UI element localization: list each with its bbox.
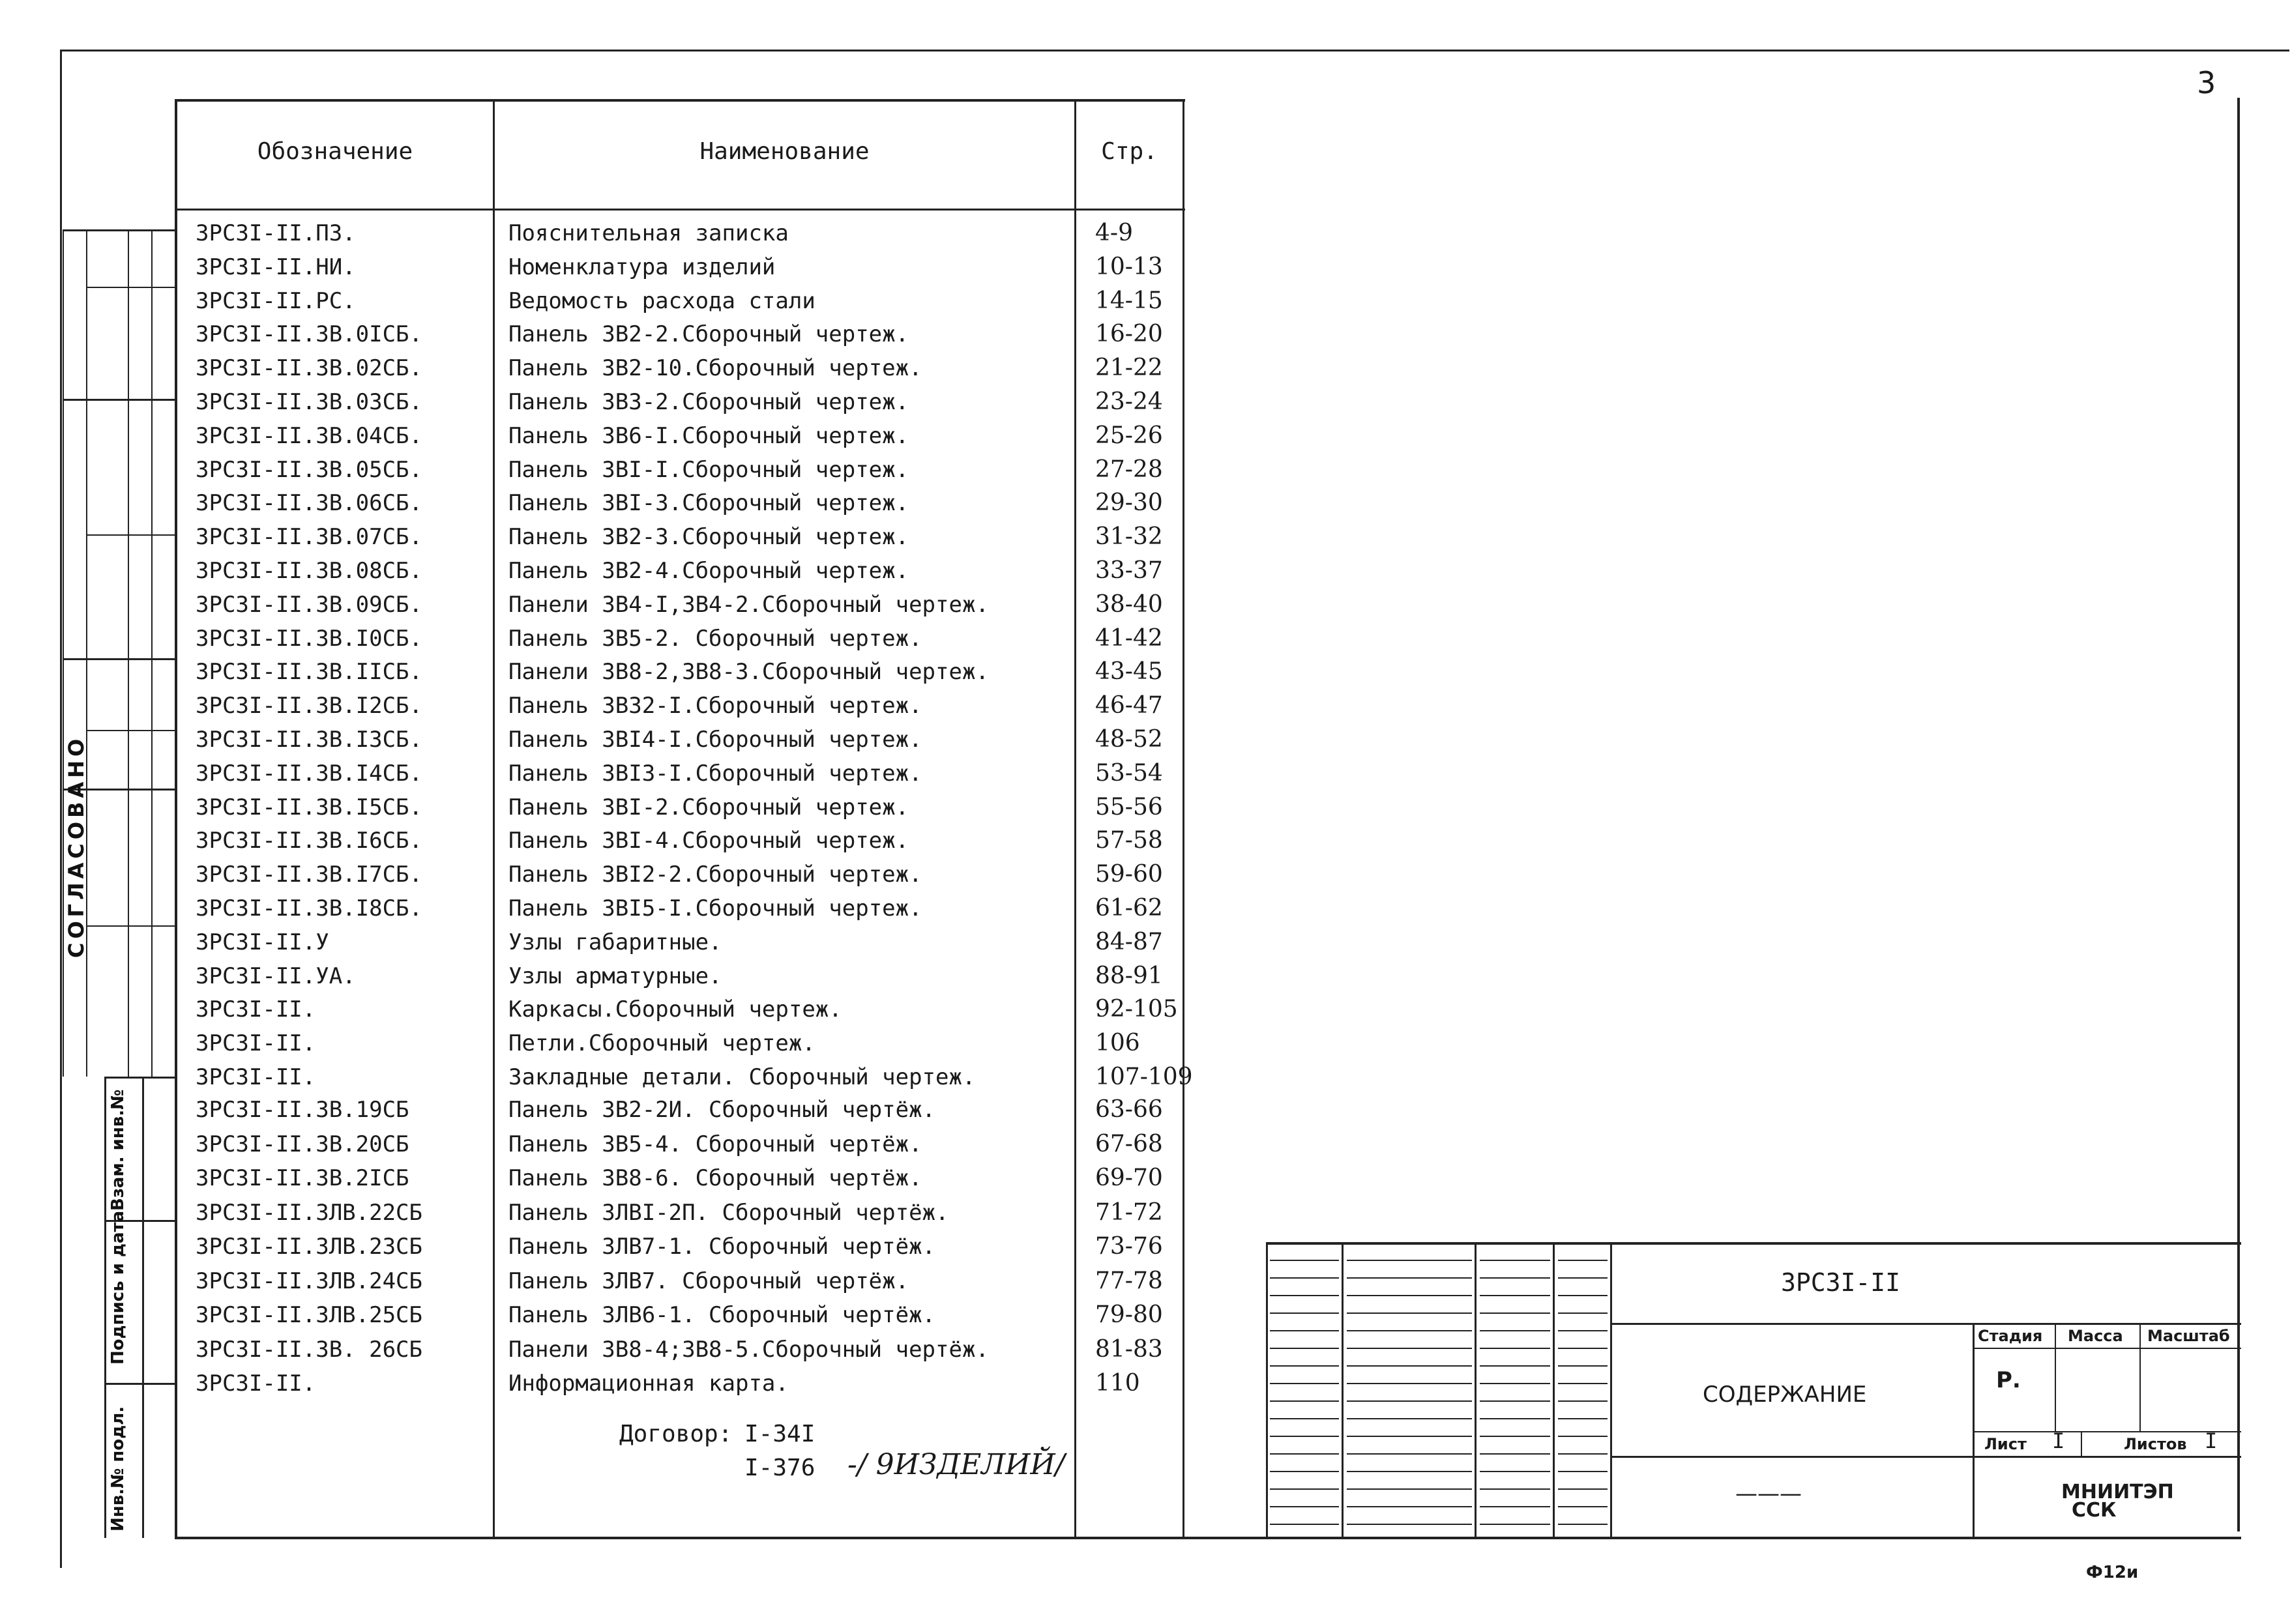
row-name: Петли.Сборочный чертеж. bbox=[508, 1030, 815, 1057]
tb-grid-line bbox=[1480, 1330, 1550, 1331]
tb-grid-line bbox=[1347, 1383, 1472, 1384]
row-code: 3РС3I-II. bbox=[196, 996, 316, 1023]
row-name: Панель 3В6-I.Сборочный чертеж. bbox=[508, 422, 909, 449]
row-name: Каркасы.Сборочный чертеж. bbox=[508, 996, 842, 1023]
agreed-label: СОГЛАСОВАНО bbox=[64, 734, 89, 958]
row-code: 3РС3I-II.3В.20СБ bbox=[196, 1131, 409, 1157]
tb-grid-line bbox=[1347, 1260, 1472, 1261]
table-row bbox=[0, 1196, 1186, 1230]
row-code: 3РС3I-II.3ЛВ.23СБ bbox=[196, 1234, 422, 1260]
tb-grid-line bbox=[1270, 1330, 1339, 1331]
tb-grid-line bbox=[1558, 1400, 1608, 1402]
row-page: 43-45 bbox=[1095, 658, 1163, 686]
tb-grid-line bbox=[1347, 1295, 1472, 1296]
row-page: 53-54 bbox=[1095, 759, 1163, 787]
stamp-col-mid bbox=[142, 1077, 144, 1538]
tb-mass-label: Масса bbox=[2068, 1327, 2123, 1345]
table-row bbox=[0, 250, 1186, 284]
row-name: Панель 3В2-3.Сборочный чертеж. bbox=[508, 524, 909, 551]
table-row bbox=[0, 655, 1186, 689]
tb-org-1: МНИИТЭП bbox=[2061, 1481, 2174, 1503]
tb-grid-line bbox=[1558, 1277, 1608, 1279]
row-code: 3РС3I-II.3В.09СБ. bbox=[196, 591, 422, 618]
row-code: 3РС3I-II.3В.05СБ. bbox=[196, 456, 422, 483]
frame-top bbox=[60, 50, 2289, 51]
tb-grid-line bbox=[1347, 1312, 1472, 1314]
table-row bbox=[0, 1230, 1186, 1264]
row-name: Панели 3В4-I,3В4-2.Сборочный чертеж. bbox=[508, 591, 989, 618]
contract-num-1: I-34I bbox=[744, 1421, 815, 1447]
row-page: 69-70 bbox=[1095, 1165, 1163, 1191]
row-code: 3РС3I-II.3В.03СБ. bbox=[196, 389, 422, 415]
table-row bbox=[0, 216, 1186, 250]
row-code: 3РС3I-II. bbox=[196, 1030, 316, 1057]
tb-grid-line bbox=[1480, 1524, 1550, 1525]
strip-tick bbox=[151, 730, 176, 731]
tb-stage-label: Стадия bbox=[1978, 1327, 2043, 1345]
tb-grid-line bbox=[1558, 1330, 1608, 1331]
tb-title: СОДЕРЖАНИЕ bbox=[1703, 1382, 1867, 1408]
tb-grid-line bbox=[1270, 1277, 1339, 1279]
row-code: 3РС3I-II.3В.I0СБ. bbox=[196, 625, 422, 652]
row-name: Панель 3ВI3-I.Сборочный чертеж. bbox=[508, 760, 922, 787]
tb-grid-line bbox=[1558, 1506, 1608, 1507]
row-page: 25-26 bbox=[1095, 422, 1163, 449]
contract-handwritten: -/ 9ИЗДЕЛИЙ/ bbox=[847, 1448, 1065, 1481]
row-name: Закладные детали. Сборочный чертеж. bbox=[508, 1064, 976, 1090]
row-code: 3РС3I-II.3ЛВ.25СБ bbox=[196, 1302, 422, 1328]
table-row bbox=[0, 689, 1186, 723]
row-code: 3РС3I-II.3В.I4СБ. bbox=[196, 760, 422, 787]
tb-grid-line bbox=[1347, 1524, 1472, 1525]
row-page: 4-9 bbox=[1095, 220, 1133, 246]
row-name: Панель 3ВI-2.Сборочный чертеж. bbox=[508, 794, 909, 820]
row-page: 16-20 bbox=[1095, 321, 1163, 348]
table-row bbox=[0, 520, 1186, 554]
row-page: 107-109 bbox=[1095, 1064, 1193, 1090]
table-row bbox=[0, 1093, 1186, 1127]
row-code: 3РС3I-II.3В.04СБ. bbox=[196, 422, 422, 449]
row-page: 88-91 bbox=[1095, 962, 1163, 989]
table-row bbox=[0, 351, 1186, 385]
row-page: 23-24 bbox=[1095, 388, 1163, 415]
table-row bbox=[0, 554, 1186, 588]
row-code: 3РС3I-II.3В.08СБ. bbox=[196, 558, 422, 584]
table-row bbox=[0, 1264, 1186, 1298]
row-code: 3РС3I-II.3В. 26СБ bbox=[196, 1336, 422, 1363]
row-name: Панель 3В32-I.Сборочный чертеж. bbox=[508, 693, 922, 719]
tb-grid-line bbox=[1558, 1312, 1608, 1314]
row-name: Узлы габаритные. bbox=[508, 929, 722, 955]
row-code: 3РС3I-II.РС. bbox=[196, 287, 356, 314]
tb-grid-line bbox=[1347, 1453, 1472, 1455]
table-row bbox=[0, 317, 1186, 351]
table-row bbox=[0, 622, 1186, 656]
title-block bbox=[1266, 1242, 2241, 1539]
row-code: 3РС3I-II.НИ. bbox=[196, 254, 356, 280]
tb-grid-line bbox=[1480, 1277, 1550, 1279]
tb-grid-line bbox=[1480, 1295, 1550, 1296]
row-page: 29-30 bbox=[1095, 489, 1163, 517]
row-name: Панель 3ВI-3.Сборочный чертеж. bbox=[508, 490, 909, 517]
row-page: 79-80 bbox=[1095, 1301, 1163, 1328]
table-row bbox=[0, 824, 1186, 858]
table-row bbox=[0, 757, 1186, 790]
strip-divider bbox=[63, 658, 176, 660]
row-name: Панель 3В2-2.Сборочный чертеж. bbox=[508, 321, 909, 348]
strip-tick bbox=[128, 925, 151, 927]
row-page: 71-72 bbox=[1095, 1198, 1163, 1226]
tb-sheets-value: I bbox=[2205, 1428, 2218, 1453]
row-name: Панель 3В8-6. Сборочный чертёж. bbox=[508, 1165, 922, 1191]
table-row bbox=[0, 453, 1186, 487]
row-name: Панели 3В8-4;3В8-5.Сборочный чертёж. bbox=[508, 1336, 989, 1363]
vzam-inv-label: Взам. инв.№ bbox=[108, 1089, 128, 1211]
row-code: 3РС3I-II.3В.I5СБ. bbox=[196, 794, 422, 820]
tb-dash: ——— bbox=[1735, 1481, 1802, 1507]
strip-inner-3 bbox=[151, 229, 153, 1077]
row-page: 33-37 bbox=[1095, 557, 1163, 584]
row-code: 3РС3I-II.3В.0IСБ. bbox=[196, 321, 422, 348]
tb-grid-line bbox=[1270, 1506, 1339, 1507]
tb-grid-line bbox=[1480, 1383, 1550, 1384]
row-page: 21-22 bbox=[1095, 355, 1163, 382]
row-name: Панель 3ЛВ7. Сборочный чертёж. bbox=[508, 1268, 909, 1294]
row-name: Панель 3В3-2.Сборочный чертеж. bbox=[508, 389, 909, 415]
row-name: Номенклатура изделий bbox=[508, 254, 776, 280]
form-code: Ф12и bbox=[2086, 1563, 2139, 1582]
table-row bbox=[0, 284, 1186, 318]
table-row bbox=[0, 1367, 1186, 1400]
row-name: Панели 3В8-2,3В8-3.Сборочный чертеж. bbox=[508, 659, 989, 686]
contents-table-body bbox=[0, 216, 1193, 1402]
page-number: 3 bbox=[2197, 65, 2216, 100]
tb-grid-line bbox=[1347, 1471, 1472, 1472]
tb-grid-line bbox=[1558, 1295, 1608, 1296]
row-name: Панель 3В5-2. Сборочный чертеж. bbox=[508, 625, 922, 652]
row-page: 31-32 bbox=[1095, 523, 1163, 551]
row-name: Панель 3ВI5-I.Сборочный чертеж. bbox=[508, 895, 922, 921]
row-code: 3РС3I-II.3В.I7СБ. bbox=[196, 862, 422, 888]
tb-grid-line bbox=[1270, 1488, 1339, 1490]
row-page: 41-42 bbox=[1095, 624, 1163, 652]
tb-grid-line bbox=[1270, 1418, 1339, 1419]
table-header-bottom bbox=[175, 209, 1185, 210]
row-page: 14-15 bbox=[1095, 287, 1163, 314]
tb-grid-line bbox=[1480, 1348, 1550, 1349]
row-page: 81-83 bbox=[1095, 1335, 1163, 1363]
table-row bbox=[0, 1333, 1186, 1367]
row-code: 3РС3I-II. bbox=[196, 1064, 316, 1090]
row-name: Панель 3ЛВI-2П. Сборочный чертёж. bbox=[508, 1199, 949, 1226]
tb-grid-line bbox=[1270, 1400, 1339, 1402]
tb-grid-line bbox=[1347, 1348, 1472, 1349]
row-code: 3РС3I-II.3ЛВ.22СБ bbox=[196, 1199, 422, 1226]
row-page: 106 bbox=[1095, 1030, 1140, 1057]
tb-grid-line bbox=[1347, 1418, 1472, 1419]
row-code: 3РС3I-II. bbox=[196, 1370, 316, 1397]
row-page: 84-87 bbox=[1095, 928, 1163, 955]
row-name: Пояснительная записка bbox=[508, 220, 789, 246]
row-page: 73-76 bbox=[1095, 1233, 1163, 1260]
header-code: Обозначение bbox=[257, 138, 413, 165]
tb-grid-line bbox=[1480, 1312, 1550, 1314]
header-page: Стр. bbox=[1101, 138, 1158, 165]
row-page: 67-68 bbox=[1095, 1130, 1163, 1157]
tb-grid-line bbox=[1270, 1295, 1339, 1296]
row-page: 110 bbox=[1095, 1370, 1140, 1397]
tb-grid-line bbox=[1558, 1471, 1608, 1472]
tb-grid-line bbox=[1347, 1330, 1472, 1331]
row-code: 3РС3I-II.3В.I2СБ. bbox=[196, 693, 422, 719]
row-page: 38-40 bbox=[1095, 590, 1163, 618]
tb-grid-line bbox=[1558, 1260, 1608, 1261]
row-code: 3РС3I-II.3В.I3СБ. bbox=[196, 727, 422, 753]
table-row bbox=[0, 993, 1186, 1026]
table-row bbox=[0, 892, 1186, 925]
tb-grid-line bbox=[1270, 1365, 1339, 1367]
strip-tick bbox=[86, 925, 128, 927]
tb-grid-line bbox=[1480, 1365, 1550, 1367]
strip-tick bbox=[128, 287, 151, 288]
tb-grid-line bbox=[1480, 1436, 1550, 1437]
table-row bbox=[0, 1161, 1186, 1195]
row-code: 3РС3I-II.3В.06СБ. bbox=[196, 490, 422, 517]
table-row bbox=[0, 925, 1186, 959]
row-code: 3РС3I-II.3В.19СБ bbox=[196, 1097, 409, 1123]
strip-tick bbox=[151, 534, 176, 536]
row-name: Ведомость расхода стали bbox=[508, 287, 815, 314]
tb-grid-line bbox=[1270, 1348, 1339, 1349]
row-name: Панель 3ВI4-I.Сборочный чертеж. bbox=[508, 727, 922, 753]
tb-org-2: ССК bbox=[2072, 1499, 2117, 1522]
contract-label: Договор: bbox=[619, 1421, 733, 1447]
sign-date-label: Подпись и дата bbox=[108, 1210, 128, 1365]
row-name: Панель 3В2-2И. Сборочный чертёж. bbox=[508, 1097, 936, 1123]
row-name: Узлы арматурные. bbox=[508, 963, 722, 989]
strip-tick bbox=[86, 730, 128, 731]
row-page: 77-78 bbox=[1095, 1267, 1163, 1294]
row-name: Панель 3ВI2-2.Сборочный чертеж. bbox=[508, 862, 922, 888]
tb-grid-line bbox=[1480, 1453, 1550, 1455]
tb-grid-line bbox=[1347, 1277, 1472, 1279]
tb-grid-line bbox=[1480, 1260, 1550, 1261]
table-top bbox=[175, 99, 1185, 102]
row-name: Панель 3В2-10.Сборочный чертеж. bbox=[508, 355, 922, 382]
table-row bbox=[0, 385, 1186, 419]
row-code: 3РС3I-II.У bbox=[196, 929, 329, 955]
row-code: 3РС3I-II.ПЗ. bbox=[196, 220, 356, 246]
row-name: Информационная карта. bbox=[508, 1370, 789, 1397]
table-row bbox=[0, 723, 1186, 757]
row-page: 10-13 bbox=[1095, 253, 1163, 280]
row-code: 3РС3I-II.3В.07СБ. bbox=[196, 524, 422, 551]
tb-grid-line bbox=[1347, 1436, 1472, 1437]
tb-grid-line bbox=[1347, 1365, 1472, 1367]
tb-grid-line bbox=[1558, 1365, 1608, 1367]
row-code: 3РС3I-II.3В.02СБ. bbox=[196, 355, 422, 382]
table-row bbox=[0, 486, 1186, 520]
tb-stage-value: Р. bbox=[1996, 1367, 2021, 1393]
stamp-col-left bbox=[104, 1077, 106, 1538]
row-page: 63-66 bbox=[1095, 1096, 1163, 1123]
tb-grid-line bbox=[1347, 1488, 1472, 1490]
tb-grid-line bbox=[1480, 1418, 1550, 1419]
tb-grid-line bbox=[1480, 1488, 1550, 1490]
tb-grid-line bbox=[1558, 1488, 1608, 1490]
row-code: 3РС3I-II.3В.I6СБ. bbox=[196, 828, 422, 854]
row-name: Панель 3ЛВ6-1. Сборочный чертёж. bbox=[508, 1302, 936, 1328]
tb-sheets-label: Листов bbox=[2124, 1435, 2187, 1453]
strip-tick bbox=[151, 287, 176, 288]
table-row bbox=[0, 959, 1186, 993]
row-code: 3РС3I-II.3В.IIСБ. bbox=[196, 659, 422, 686]
strip-top bbox=[63, 229, 176, 231]
tb-sheet-value: I bbox=[2052, 1428, 2065, 1453]
tb-grid-line bbox=[1270, 1471, 1339, 1472]
tb-grid-line bbox=[1558, 1524, 1608, 1525]
tb-grid-line bbox=[1270, 1453, 1339, 1455]
stamp-div-2 bbox=[104, 1383, 176, 1385]
tb-grid-line bbox=[1480, 1400, 1550, 1402]
row-code: 3РС3I-II.3В.2IСБ bbox=[196, 1165, 409, 1191]
row-page: 59-60 bbox=[1095, 861, 1163, 888]
row-name: Панель 3ВI-I.Сборочный чертеж. bbox=[508, 456, 909, 483]
row-page: 92-105 bbox=[1095, 996, 1178, 1023]
contract-num-2: I-376 bbox=[744, 1455, 815, 1481]
row-name: Панель 3ВI-4.Сборочный чертеж. bbox=[508, 828, 909, 854]
strip-tick bbox=[128, 534, 151, 536]
row-page: 27-28 bbox=[1095, 456, 1163, 483]
tb-grid-line bbox=[1480, 1506, 1550, 1507]
stamp-top bbox=[104, 1077, 176, 1079]
table-row bbox=[0, 858, 1186, 892]
table-row bbox=[0, 1026, 1186, 1060]
strip-tick bbox=[86, 287, 128, 288]
table-row bbox=[0, 1127, 1186, 1161]
tb-grid-line bbox=[1558, 1453, 1608, 1455]
row-code: 3РС3I-II.3В.I8СБ. bbox=[196, 895, 422, 921]
row-page: 61-62 bbox=[1095, 895, 1163, 921]
tb-grid-line bbox=[1270, 1312, 1339, 1314]
tb-grid-line bbox=[1558, 1418, 1608, 1419]
tb-grid-line bbox=[1270, 1260, 1339, 1261]
row-name: Панель 3В5-4. Сборочный чертёж. bbox=[508, 1131, 922, 1157]
tb-grid-line bbox=[1347, 1400, 1472, 1402]
strip-tick bbox=[151, 925, 176, 927]
inv-no-label: Инв.№ подл. bbox=[108, 1406, 128, 1531]
tb-grid-line bbox=[1270, 1524, 1339, 1525]
table-row bbox=[0, 790, 1186, 824]
table-row bbox=[0, 419, 1186, 453]
tb-designation: 3РС3I-II bbox=[1781, 1268, 1901, 1297]
tb-grid-line bbox=[1558, 1383, 1608, 1384]
tb-grid-line bbox=[1270, 1383, 1339, 1384]
row-name: Панель 3В2-4.Сборочный чертеж. bbox=[508, 558, 909, 584]
strip-tick bbox=[86, 534, 128, 536]
row-page: 48-52 bbox=[1095, 726, 1163, 753]
tb-grid-line bbox=[1270, 1436, 1339, 1437]
header-name: Наименование bbox=[699, 138, 870, 165]
tb-grid-line bbox=[1347, 1506, 1472, 1507]
table-row bbox=[0, 1298, 1186, 1332]
row-name: Панель 3ЛВ7-1. Сборочный чертёж. bbox=[508, 1234, 936, 1260]
tb-grid-line bbox=[1558, 1348, 1608, 1349]
tb-scale-label: Масштаб bbox=[2147, 1327, 2230, 1345]
strip-inner-2 bbox=[128, 229, 129, 1077]
table-row bbox=[0, 1060, 1193, 1094]
tb-grid-line bbox=[1558, 1436, 1608, 1437]
tb-grid-line bbox=[1480, 1471, 1550, 1472]
row-page: 57-58 bbox=[1095, 827, 1163, 854]
strip-tick bbox=[128, 730, 151, 731]
row-page: 55-56 bbox=[1095, 793, 1163, 820]
row-code: 3РС3I-II.УА. bbox=[196, 963, 356, 989]
table-row bbox=[0, 588, 1186, 622]
row-page: 46-47 bbox=[1095, 692, 1163, 719]
row-code: 3РС3I-II.3ЛВ.24СБ bbox=[196, 1268, 422, 1294]
strip-divider bbox=[63, 399, 176, 401]
tb-sheet-label: Лист bbox=[1984, 1435, 2027, 1453]
